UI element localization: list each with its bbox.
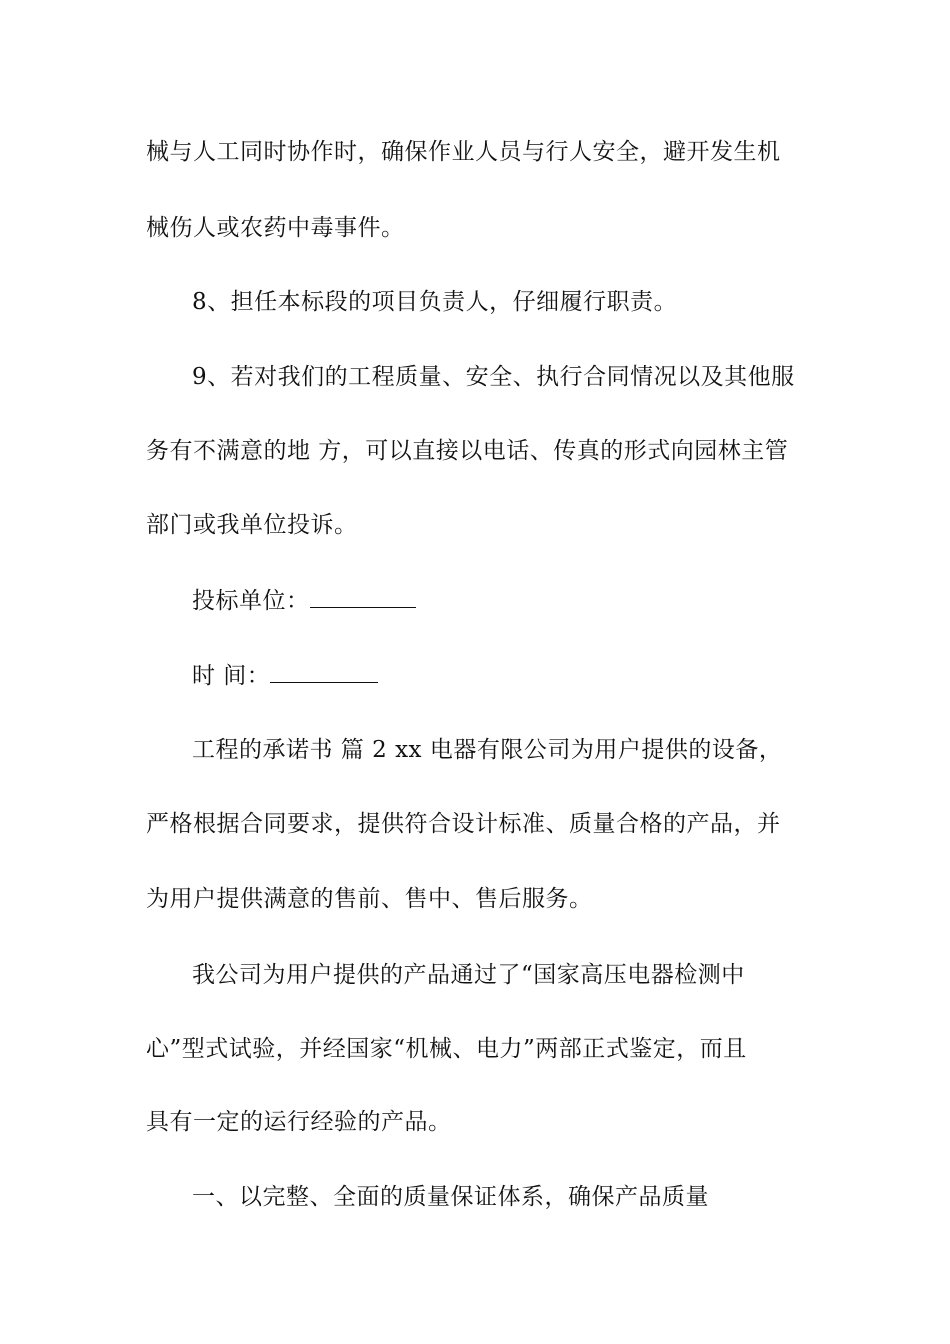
paragraph-line-14: 具有一定的运行经验的产品。 (146, 1109, 452, 1135)
paragraph-line-10: 严格根据合同要求，提供符合设计标准、质量合格的产品，并 (146, 811, 781, 837)
paragraph-line-13: 心”型式试验，并经国家“机械、电力”两部正式鉴定，而且 (146, 1036, 747, 1062)
bidder-field (192, 585, 416, 616)
paragraph-line-3: 8、担任本标段的项目负责人，仔细履行职责。 (192, 289, 678, 315)
paragraph-line-6: 部门或我单位投诉。 (146, 512, 358, 538)
paragraph-line-5: 务有不满意的地 方，可以直接以电话、传真的形式向园林主管 (146, 438, 789, 464)
bidder-blank (310, 585, 416, 608)
paragraph-line-12: 我公司为用户提供的产品通过了“国家高压电器检测中 (192, 962, 745, 988)
paragraph-line-4: 9、若对我们的工程质量、安全、执行合同情况以及其他服 (192, 364, 795, 390)
date-blank (270, 660, 378, 683)
section-heading-line: 工程的承诺书 篇 2 xx 电器有限公司为用户提供的设备， (192, 737, 783, 763)
date-label: 时 间： (192, 663, 271, 689)
paragraph-line-2: 械伤人或农药中毒事件。 (146, 215, 405, 241)
paragraph-line-11: 为用户提供满意的售前、售中、售后服务。 (146, 886, 593, 912)
section-subheading: 一、以完整、全面的质量保证体系，确保产品质量 (192, 1184, 709, 1210)
bidder-label: 投标单位： (192, 588, 310, 614)
paragraph-line-1: 械与人工同时协作时，确保作业人员与行人安全，避开发生机 (146, 139, 781, 165)
date-field (192, 660, 378, 691)
